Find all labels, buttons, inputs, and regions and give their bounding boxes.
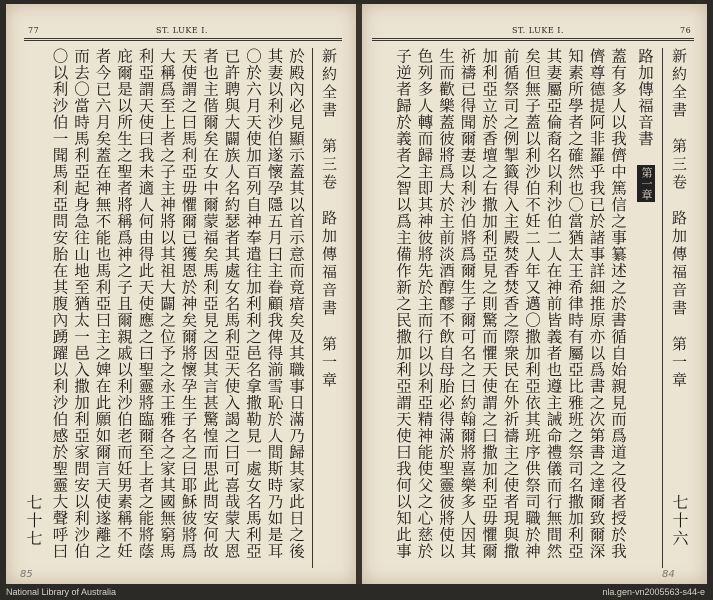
- right-header-rule-double: [372, 40, 694, 41]
- left-running-header: ST. LUKE I.: [156, 26, 208, 35]
- right-folio: 七十六: [670, 494, 689, 548]
- right-body-text: 蓋有多人以我儕中篤信之事纂述之於書循自始親見而爲道之役者授於我儕尊德提阿非羅乎我已於諸事詳細推原亦以爲書之次第書之達爾致爾深知素所學者之確然也〇當猶太王希律時有屬亞比雅班之祭司名撒加利亞其妻屬亞倫裔名以利沙伯二人在神前皆義者也遵主誡命禮儀而行無間然矣但無子蓋以利沙伯不妊二人年又邁〇撒加利亞依其班序供祭司職於神前循祭司之例掣籤得入主殿焚香焚香之際衆民在外祈禱主之使者現與撒加利亞立於香壇之右撒加利亞見之則驚而懼天使謂之曰撒加利亞毋懼爾祈禱已得聞爾妻以利沙伯將爲爾生子爾可名之曰約翰爾將喜樂多人因其生而歡樂蓋彼將爲大於主前淡酒醇醪不飲自母胎必得滿於聖靈彼將使以色列多人轉而歸主即其神彼將先於主而行以以利亞精神能使父之心慈於子逆者歸於義者之智以爲主備作新之民撒加利亞謂天使曰我何以知此事: [394, 48, 627, 560]
- catalog-footer: [0, 586, 713, 600]
- right-page: [362, 4, 707, 584]
- left-body-text: 於殿內必見顯示蓋其以首示意而竟瘖矣及其職事日滿乃歸其家此日之後其妻以利沙伯遂懷孕隱五月曰主眷顧我俾得湔雪恥於人間斯時乃如是耳〇於六月天使加百列自神奉遣往加利利之邑名拿撒勒見一處女名馬利亞已許聘與大闢族人名約瑟者其處女名馬利亞天使入謁之曰可喜哉蒙大恩者也主偕爾矣在女中爾蒙福矣馬利亞見之因其言甚驚惶而思此問安何故天使謂之曰馬利亞毋懼爾已獲恩於神矣爾將懷孕生子名之曰耶穌彼將爲大稱爲至上者之子主神將以其祖大闢之位予之永王雅各之家其國無窮馬利亞謂天使曰我未適人何由得此天使應之曰聖靈將臨爾至上者之能將蔭庇爾是以所生之聖者將稱爲神之子且爾親戚以利沙伯老而妊男素稱不妊者今已六月矣蓋在神無不能也馬利亞曰主之婢在此願如爾言天使遂離之而去〇當時馬利亞起身急往山地至猶太一邑入撒加利亞家問安以利沙伯〇以利沙伯一聞馬利亞問安胎在其腹內踴躍以利沙伯感於聖靈大聲呼曰: [50, 48, 305, 560]
- left-pencil-note: 85: [20, 569, 33, 580]
- left-header-rule-double: [24, 40, 342, 41]
- left-chapter-heading: 新約全書 第三卷 路加傳福音書 第一章: [312, 48, 340, 568]
- right-header-rule: [372, 38, 694, 39]
- book-spread: [6, 4, 707, 584]
- chapter-stamp: 第一章: [637, 165, 655, 202]
- footer-item-id: nla.gen-vn2005563-s44-e: [602, 587, 705, 597]
- right-running-header: ST. LUKE I.: [512, 26, 564, 35]
- left-header-rule: [24, 38, 342, 39]
- right-book-title: 路加傳福音書: [636, 48, 654, 147]
- right-page-number: 76: [680, 26, 692, 35]
- footer-library-name: National Library of Australia: [6, 587, 117, 597]
- right-pencil-note: 84: [662, 569, 675, 580]
- left-folio: 七十七: [24, 494, 43, 548]
- left-page-number: 77: [28, 26, 40, 35]
- right-section-label: [637, 164, 656, 203]
- right-chapter-heading: 新約全書 第三卷 路加傳福音書 第一章: [662, 48, 690, 568]
- left-page: [6, 4, 356, 584]
